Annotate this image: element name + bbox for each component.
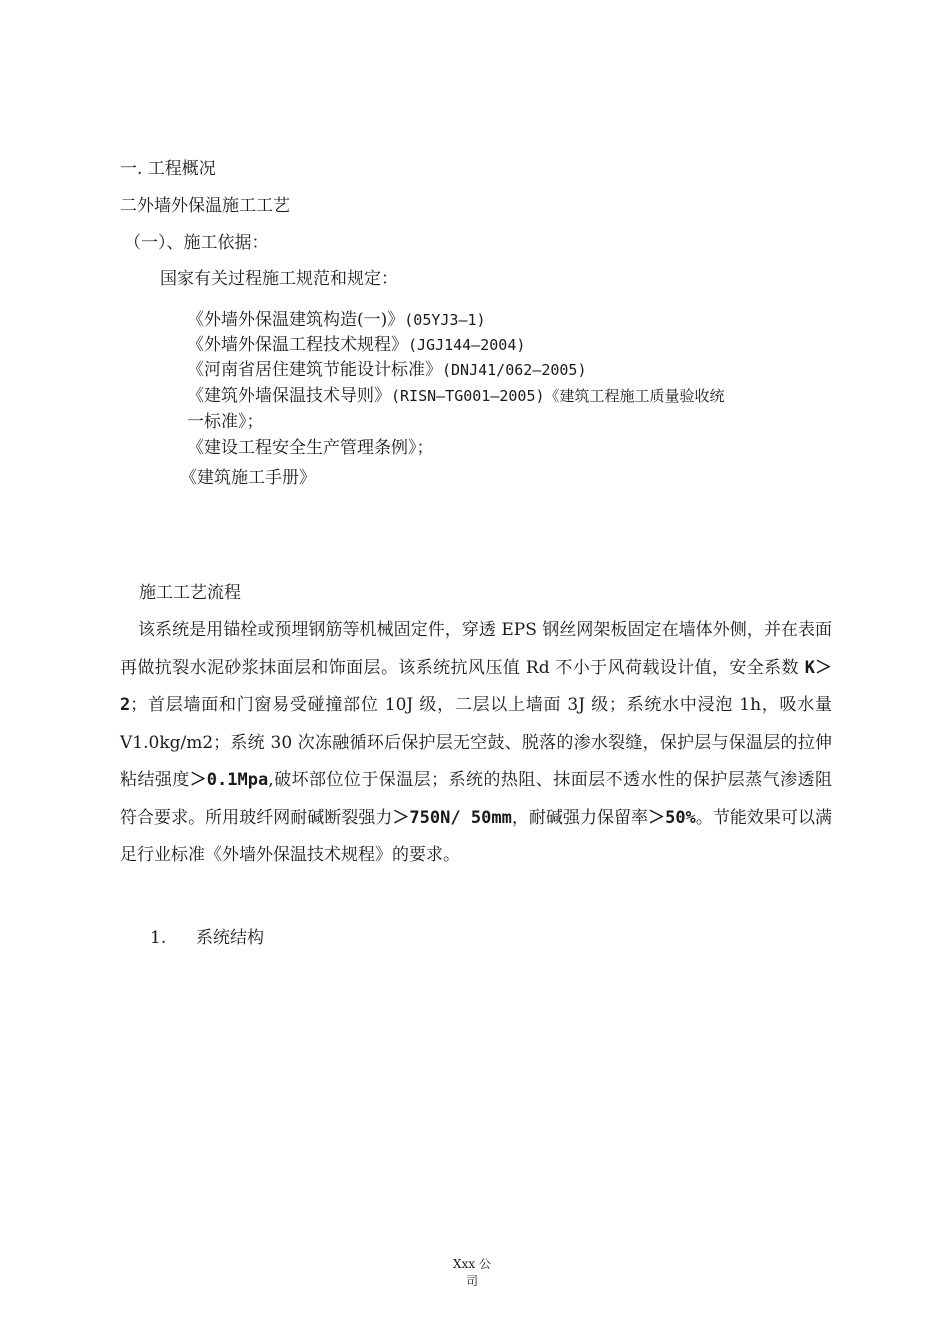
reference-item	[187, 410, 264, 434]
reference-name: 《外墙外保温工程技术规程》	[187, 335, 408, 355]
process-title: 施工工艺流程	[139, 583, 241, 603]
reference-item	[187, 308, 486, 332]
reference-code: (DNJ41/062—2005)	[442, 361, 587, 379]
intro-regulations: 国家有关过程施工规范和规定：	[160, 269, 398, 289]
reference-item	[187, 333, 525, 357]
footer-company: Xxx 公司	[453, 1257, 491, 1288]
section-number: 1.	[150, 928, 167, 948]
section-title: 系统结构	[196, 928, 264, 948]
process-text-4: ,破坏部位位于保温层；系统的热阻、抹面层不透水性的保护层蒸气渗透阻符合要求。所用玻纤网耐碱断裂强力	[120, 770, 832, 828]
reference-item	[180, 466, 316, 490]
heading-insulation-process: 二外墙外保温施工工艺	[120, 196, 290, 216]
bond-strength: ＞0.1Mpa	[189, 770, 269, 790]
reference-code: (RISN—TG001—2005)《建筑工程施工质量验收统	[391, 387, 725, 405]
water-absorption: V1.0kg/m2	[120, 732, 214, 753]
heading-project-overview: 一. 工程概况	[120, 159, 216, 179]
process-text-1: 该系统是用锚栓或预埋钢筋等机械固定件，穿透 EPS 钢丝网架板固定在墙体外侧，并在表面再做抗裂水泥砂浆抹面层和饰面层。该系统抗风压值 Rd 不小于风荷载设计值，安全系数	[120, 620, 832, 678]
reference-name: 一标准》；	[187, 412, 264, 432]
process-text-2: ；首层墙面和门窗易受碰撞部位 10J 级，二层以上墙面 3J 级；系统水中浸泡 1h，吸水量	[130, 695, 832, 715]
reference-item	[187, 358, 587, 382]
reference-code: (05YJ3—1)	[404, 311, 486, 329]
reference-name: 《建筑施工手册》	[180, 468, 316, 488]
reference-name: 《建筑外墙保温技术导则》	[187, 386, 391, 406]
process-text-3: ；系统 30 次冻融循环后保护层无空鼓、脱落的渗水裂缝，保护层与保温层的拉伸粘结强度	[120, 732, 832, 790]
process-text-6: 。节能效果可以满足行业标准《外墙外保温技术规程》的要求。	[120, 807, 833, 865]
reference-name: 《外墙外保温建筑构造(一)》	[187, 310, 405, 330]
reference-code: (JGJ144—2004)	[408, 336, 526, 354]
retention-rate: ＞50%	[648, 807, 696, 828]
reference-name: 《建设工程安全生产管理条例》；	[187, 438, 434, 458]
reference-item	[187, 384, 725, 408]
reference-name: 《河南省居住建筑节能设计标准》	[187, 360, 442, 380]
reference-item	[187, 436, 434, 460]
safety-factor: K＞2	[120, 657, 832, 715]
process-text-5: ，耐碱强力保留率	[511, 807, 649, 828]
process-description	[120, 612, 832, 875]
break-strength: ＞750N/ 50mm	[392, 807, 512, 828]
heading-construction-basis: （一）、施工依据：	[124, 233, 269, 253]
